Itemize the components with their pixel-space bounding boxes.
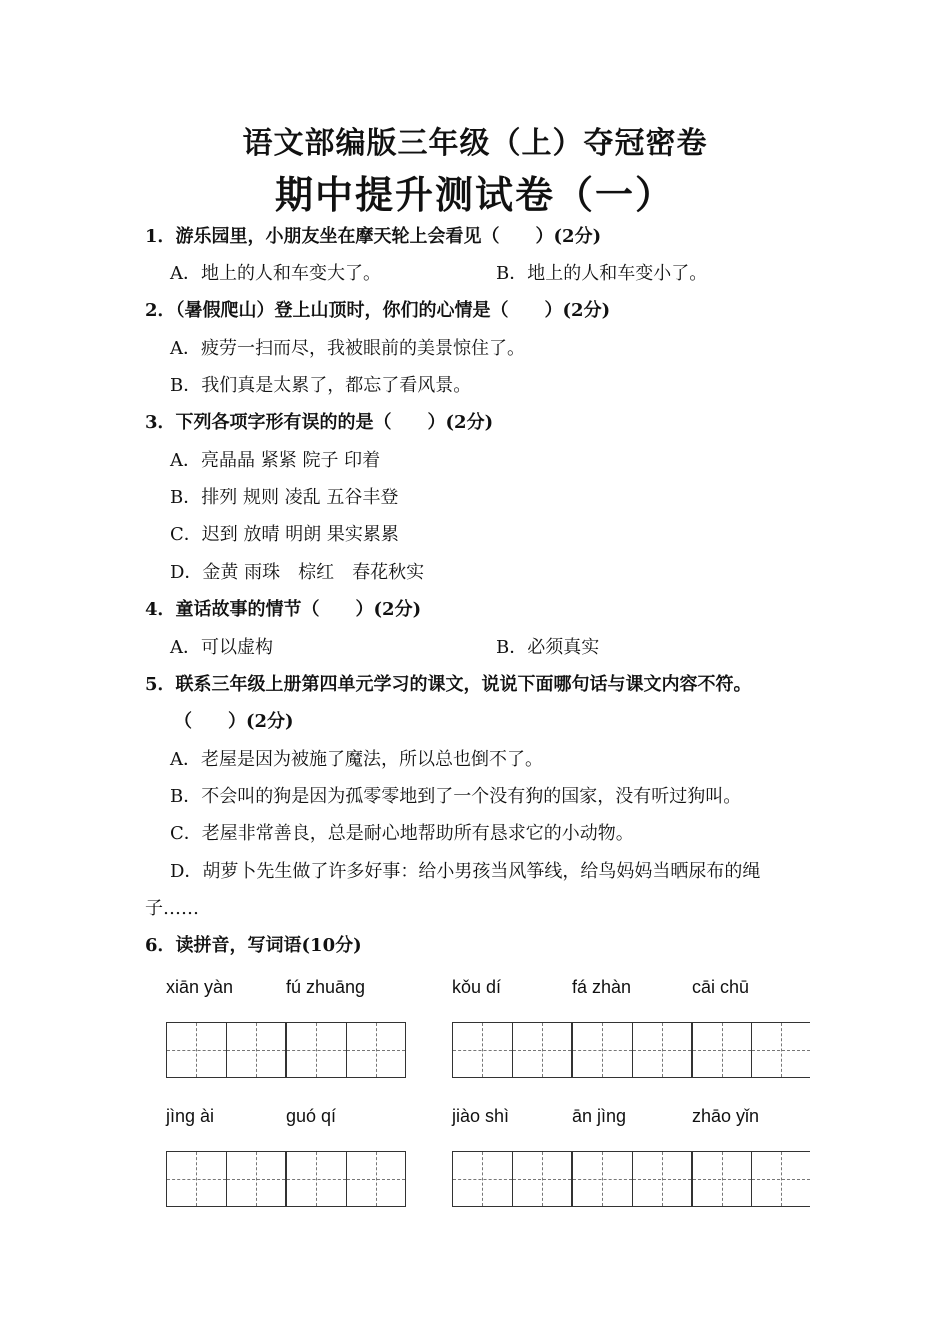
writing-cell[interactable] — [752, 1023, 810, 1077]
writing-cell[interactable] — [453, 1023, 513, 1077]
writing-grid[interactable] — [166, 1022, 406, 1078]
question-4: 4．童话故事的情节（ ）(2分) — [145, 599, 422, 620]
question-1-option-b: B．地上的人和车变小了。 — [496, 263, 708, 284]
pinyin-label: zhāo yǐn — [692, 1106, 760, 1126]
pinyin-label: jìng ài — [166, 1106, 215, 1126]
pinyin-label: fú zhuāng — [286, 977, 366, 997]
writing-cell[interactable] — [227, 1152, 287, 1206]
writing-cell[interactable] — [693, 1152, 752, 1206]
writing-cell[interactable] — [693, 1023, 752, 1077]
question-5-option-a: A．老屋是因为被施了魔法，所以总也倒不了。 — [170, 749, 543, 770]
writing-grid[interactable] — [692, 1022, 810, 1078]
writing-cell[interactable] — [633, 1152, 692, 1206]
pinyin-label: jiào shì — [452, 1106, 510, 1126]
writing-cell[interactable] — [347, 1023, 406, 1077]
question-2: 2．（暑假爬山）登上山顶时，你们的心情是（ ）(2分) — [145, 300, 611, 321]
question-1-option-a: A．地上的人和车变大了。 — [170, 263, 381, 284]
pinyin-label: guó qí — [286, 1106, 337, 1126]
question-4-option-b: B．必须真实 — [496, 637, 600, 658]
writing-cell[interactable] — [752, 1152, 810, 1206]
question-4-option-a: A．可以虚构 — [170, 637, 273, 658]
question-5-score: （ ）(2分) — [174, 711, 294, 732]
writing-cell[interactable] — [347, 1152, 406, 1206]
question-5-option-d: D．胡萝卜先生做了许多好事：给小男孩当风筝线，给鸟妈妈当晒尿布的绳 — [170, 861, 761, 882]
pinyin-label: kǒu dí — [452, 977, 502, 997]
writing-cell[interactable] — [572, 1152, 633, 1206]
writing-grid[interactable] — [692, 1151, 810, 1207]
question-5: 5．联系三年级上册第四单元学习的课文，说说下面哪句话与课文内容不符。 — [145, 674, 752, 695]
writing-cell[interactable] — [167, 1023, 227, 1077]
pinyin-label: xiān yàn — [166, 977, 234, 997]
writing-grid[interactable] — [166, 1151, 406, 1207]
pinyin-label: fá zhàn — [572, 977, 632, 997]
question-3-option-b: B．排列 规则 凌乱 五谷丰登 — [170, 487, 399, 508]
question-2-option-b: B．我们真是太累了，都忘了看风景。 — [170, 375, 472, 396]
question-2-option-a: A．疲劳一扫而尽，我被眼前的美景惊住了。 — [170, 338, 525, 359]
pinyin-label: ān jìng — [572, 1106, 627, 1126]
writing-cell[interactable] — [513, 1152, 573, 1206]
question-3: 3．下列各项字形有误的的是（ ）(2分) — [145, 412, 494, 433]
question-3-option-c: C．迟到 放晴 明朗 果实累累 — [170, 524, 399, 545]
question-5-option-c: C．老屋非常善良，总是耐心地帮助所有恳求它的小动物。 — [170, 823, 634, 844]
writing-cell[interactable] — [286, 1023, 347, 1077]
question-5-option-b: B．不会叫的狗是因为孤零零地到了一个没有狗的国家，没有听过狗叫。 — [170, 786, 742, 807]
question-3-option-a: A．亮晶晶 紧紧 院子 印着 — [170, 450, 381, 471]
writing-cell[interactable] — [633, 1023, 692, 1077]
writing-cell[interactable] — [227, 1023, 287, 1077]
pinyin-label: cāi chū — [692, 977, 750, 997]
question-3-option-d: D．金黄 雨珠 棕红 春花秋实 — [170, 562, 425, 583]
writing-cell[interactable] — [572, 1023, 633, 1077]
writing-cell[interactable] — [167, 1152, 227, 1206]
writing-grid[interactable] — [452, 1151, 692, 1207]
exam-series-title: 语文部编版三年级（上）夺冠密卷 — [242, 126, 708, 161]
writing-cell[interactable] — [286, 1152, 347, 1206]
exam-title: 期中提升测试卷（一） — [274, 172, 675, 217]
question-5-option-d-continued: 子…… — [145, 898, 199, 919]
question-1: 1．游乐园里，小朋友坐在摩天轮上会看见（ ）(2分) — [145, 226, 602, 247]
question-6: 6．读拼音，写词语(10分) — [145, 935, 362, 956]
writing-grid[interactable] — [452, 1022, 692, 1078]
writing-cell[interactable] — [453, 1152, 513, 1206]
writing-cell[interactable] — [513, 1023, 573, 1077]
